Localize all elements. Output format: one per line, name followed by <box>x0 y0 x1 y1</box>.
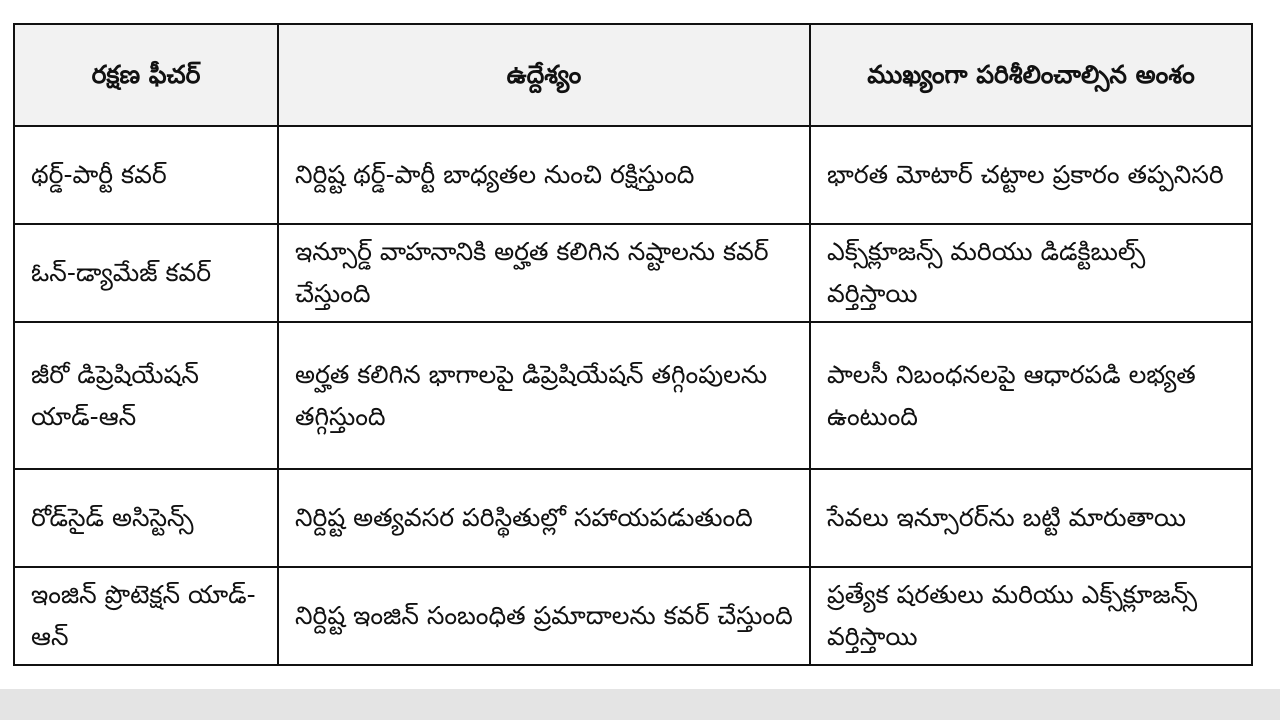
header-cell-purpose: ఉద్దేశ్యం <box>278 24 810 126</box>
consideration-cell: పాలసీ నిబంధనలపై ఆధారపడి లభ్యత ఉంటుంది <box>810 322 1252 469</box>
header-cell-feature: రక్షణ ఫీచర్ <box>14 24 278 126</box>
consideration-cell: భారత మోటార్ చట్టాల ప్రకారం తప్పనిసరి <box>810 126 1252 224</box>
table-body <box>14 126 1252 665</box>
table-row <box>14 322 1252 469</box>
bottom-band <box>0 689 1280 720</box>
table-row <box>14 224 1252 322</box>
consideration-cell: సేవలు ఇన్సూరర్‌ను బట్టి మారుతాయి <box>810 469 1252 567</box>
purpose-cell: అర్హత కలిగిన భాగాలపై డిప్రెషియేషన్ తగ్గింపులను తగ్గిస్తుంది <box>278 322 810 469</box>
feature-cell: ఓన్-డ్యామేజ్ కవర్ <box>14 224 278 322</box>
feature-cell: థర్డ్-పార్టీ కవర్ <box>14 126 278 224</box>
feature-cell: రోడ్‌సైడ్ అసిస్టెన్స్ <box>14 469 278 567</box>
purpose-cell: నిర్దిష్ట ఇంజిన్ సంబంధిత ప్రమాదాలను కవర్ చేస్తుంది <box>278 567 810 665</box>
table-row <box>14 567 1252 665</box>
consideration-cell: ఎక్స్‌క్లూజన్స్ మరియు డిడక్టిబుల్స్ వర్తిస్తాయి <box>810 224 1252 322</box>
purpose-cell: ఇన్సూర్డ్ వాహనానికి అర్హత కలిగిన నష్టాలను కవర్ చేస్తుంది <box>278 224 810 322</box>
table-row <box>14 126 1252 224</box>
protection-features-table <box>13 23 1253 666</box>
header-row <box>14 24 1252 126</box>
header-cell-key-consideration: ముఖ్యంగా పరిశీలించాల్సిన అంశం <box>810 24 1252 126</box>
feature-cell: ఇంజిన్ ప్రొటెక్షన్ యాడ్-ఆన్ <box>14 567 278 665</box>
table-row <box>14 469 1252 567</box>
feature-cell: జీరో డిప్రెషియేషన్ యాడ్-ఆన్ <box>14 322 278 469</box>
purpose-cell: నిర్దిష్ట థర్డ్-పార్టీ బాధ్యతల నుంచి రక్షిస్తుంది <box>278 126 810 224</box>
table-header <box>14 24 1252 126</box>
purpose-cell: నిర్దిష్ట అత్యవసర పరిస్థితుల్లో సహాయపడుతుంది <box>278 469 810 567</box>
consideration-cell: ప్రత్యేక షరతులు మరియు ఎక్స్‌క్లూజన్స్ వర్తిస్తాయి <box>810 567 1252 665</box>
table-container <box>13 23 1251 666</box>
